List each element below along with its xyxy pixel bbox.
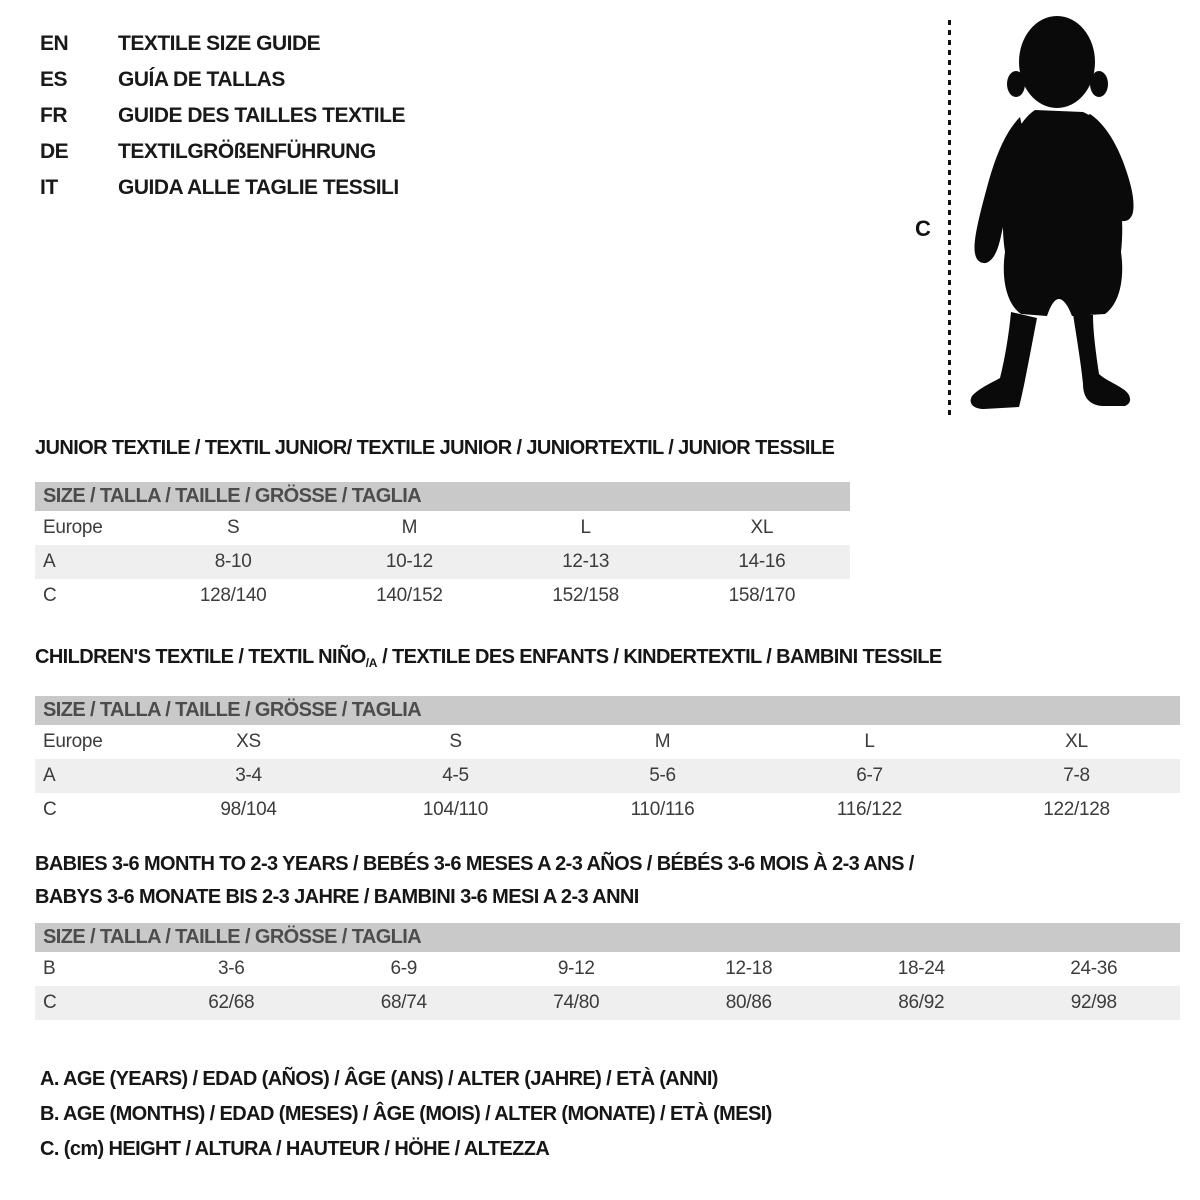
size-value-cell: 24-36: [1070, 958, 1118, 979]
size-header-band: [35, 482, 850, 511]
section-title-text: CHILDREN'S TEXTILE / TEXTIL NIÑO: [35, 646, 366, 668]
row-label-cell: C: [35, 986, 145, 1020]
table-row: [35, 579, 850, 613]
size-header-label: SIZE / TALLA / TAILLE / GRÖSSE / TAGLIA: [43, 699, 422, 721]
size-value-cell: 5-6: [559, 759, 766, 793]
language-row: [40, 170, 405, 206]
table-row: [35, 793, 1180, 827]
size-value-cell: M: [401, 517, 418, 538]
size-value-cell: 3-4: [145, 759, 352, 793]
size-value-cell: 9-12: [557, 958, 595, 979]
size-section: [35, 437, 850, 613]
size-value-cell: 14-16: [674, 545, 850, 579]
size-value-cell: 10-12: [321, 545, 497, 579]
section-title: [35, 437, 850, 459]
size-value-cell: 158/170: [728, 585, 796, 606]
size-value-cell: 8-10: [145, 545, 321, 579]
size-value-cell: 6-7: [766, 759, 973, 793]
table-row: [35, 511, 850, 545]
row-label-cell: Europe: [43, 517, 103, 538]
language-row: [40, 62, 405, 98]
size-value-cell: 86/92: [835, 986, 1008, 1020]
size-value-cell: 74/80: [490, 986, 663, 1020]
baby-silhouette-icon: [965, 12, 1150, 419]
language-title: GUIDE DES TAILLES TEXTILE: [118, 104, 405, 127]
size-value-cell: 104/110: [422, 799, 489, 820]
size-header-label: SIZE / TALLA / TAILLE / GRÖSSE / TAGLIA: [43, 926, 422, 948]
language-code: ES: [40, 68, 68, 91]
size-value-cell: 98/104: [220, 799, 277, 820]
language-row: [40, 134, 405, 170]
row-label-cell: C: [43, 799, 57, 820]
size-header-band: [35, 696, 1180, 725]
height-label-c: C: [915, 216, 931, 241]
size-value-cell: 140/152: [376, 585, 443, 606]
section-title-text: / TEXTILE DES ENFANTS / KINDERTEXTIL / BAMBINI TESSILE: [377, 646, 942, 668]
section-title-text: JUNIOR TEXTILE / TEXTIL JUNIOR/ TEXTILE JUNIOR / JUNIORTEXTIL / JUNIOR TESSILE: [35, 437, 835, 459]
section-title-text: BABIES 3-6 MONTH TO 2-3 YEARS / BEBÉS 3-6 MESES A 2-3 AÑOS / BÉBÉS 3-6 MOIS À 2-3 ANS /: [35, 853, 914, 875]
language-code: IT: [40, 176, 58, 199]
size-value-cell: 122/128: [1043, 799, 1110, 820]
footnote-line: C. (cm) HEIGHT / ALTURA / HAUTEUR / HÖHE / ALTEZZA: [40, 1138, 550, 1160]
size-header-band: [35, 923, 1180, 952]
size-value-cell: 116/122: [836, 799, 903, 820]
size-value-cell: S: [226, 517, 240, 538]
size-value-cell: M: [654, 731, 671, 752]
footnote-line: A. AGE (YEARS) / EDAD (AÑOS) / ÂGE (ANS) / ALTER (JAHRE) / ETÀ (ANNI): [40, 1068, 718, 1090]
size-value-cell: 3-6: [217, 958, 245, 979]
size-value-cell: 7-8: [973, 759, 1180, 793]
language-code: DE: [40, 140, 69, 163]
section-title: [35, 848, 1180, 881]
table-row: [35, 952, 1180, 986]
size-table: [35, 511, 850, 613]
section-title-text: BABYS 3-6 MONATE BIS 2-3 JAHRE / BAMBINI 3-6 MESI A 2-3 ANNI: [35, 886, 639, 908]
row-label-cell: B: [43, 958, 56, 979]
language-row: [40, 26, 405, 62]
table-row: [35, 725, 1180, 759]
language-list: [40, 26, 405, 206]
size-value-cell: 6-9: [390, 958, 418, 979]
size-value-cell: 128/140: [199, 585, 267, 606]
height-dashed-line: [948, 20, 951, 418]
size-value-cell: 62/68: [145, 986, 318, 1020]
footnotes: [40, 1062, 772, 1167]
language-title: GUÍA DE TALLAS: [118, 68, 285, 91]
row-label-cell: C: [43, 585, 57, 606]
size-table: [35, 952, 1180, 1020]
language-title: TEXTILE SIZE GUIDE: [118, 32, 321, 55]
size-value-cell: 80/86: [663, 986, 836, 1020]
size-value-cell: 152/158: [552, 585, 619, 606]
size-value-cell: 92/98: [1008, 986, 1181, 1020]
section-title: [35, 646, 1180, 674]
section-title-subscript: /A: [365, 656, 378, 670]
size-header-label: SIZE / TALLA / TAILLE / GRÖSSE / TAGLIA: [43, 485, 422, 507]
size-table: [35, 725, 1180, 827]
height-figure: [915, 12, 1165, 424]
size-value-cell: L: [864, 731, 875, 752]
size-value-cell: XL: [1065, 731, 1088, 752]
table-row: [35, 986, 1180, 1020]
size-value-cell: 18-24: [897, 958, 945, 979]
table-row: [35, 759, 1180, 793]
language-title: GUIDA ALLE TAGLIE TESSILI: [118, 176, 399, 199]
size-value-cell: 4-5: [352, 759, 559, 793]
row-label-cell: A: [35, 759, 145, 793]
size-value-cell: 110/116: [630, 799, 695, 820]
row-label-cell: Europe: [43, 731, 103, 752]
size-section: [35, 848, 1180, 1020]
language-code: EN: [40, 32, 69, 55]
size-value-cell: XL: [750, 517, 774, 538]
language-title: TEXTILGRÖßENFÜHRUNG: [118, 140, 376, 163]
language-row: [40, 98, 405, 134]
size-value-cell: S: [449, 731, 462, 752]
footnote-line: B. AGE (MONTHS) / EDAD (MESES) / ÂGE (MOIS) / ALTER (MONATE) / ETÀ (MESI): [40, 1103, 772, 1125]
size-value-cell: XS: [236, 731, 261, 752]
size-value-cell: L: [580, 517, 591, 538]
size-section: [35, 646, 1180, 827]
section-title: [35, 881, 1180, 914]
row-label-cell: A: [35, 545, 145, 579]
size-value-cell: 68/74: [318, 986, 491, 1020]
table-row: [35, 545, 850, 579]
size-value-cell: 12-18: [725, 958, 773, 979]
language-code: FR: [40, 104, 67, 127]
size-value-cell: 12-13: [498, 545, 674, 579]
